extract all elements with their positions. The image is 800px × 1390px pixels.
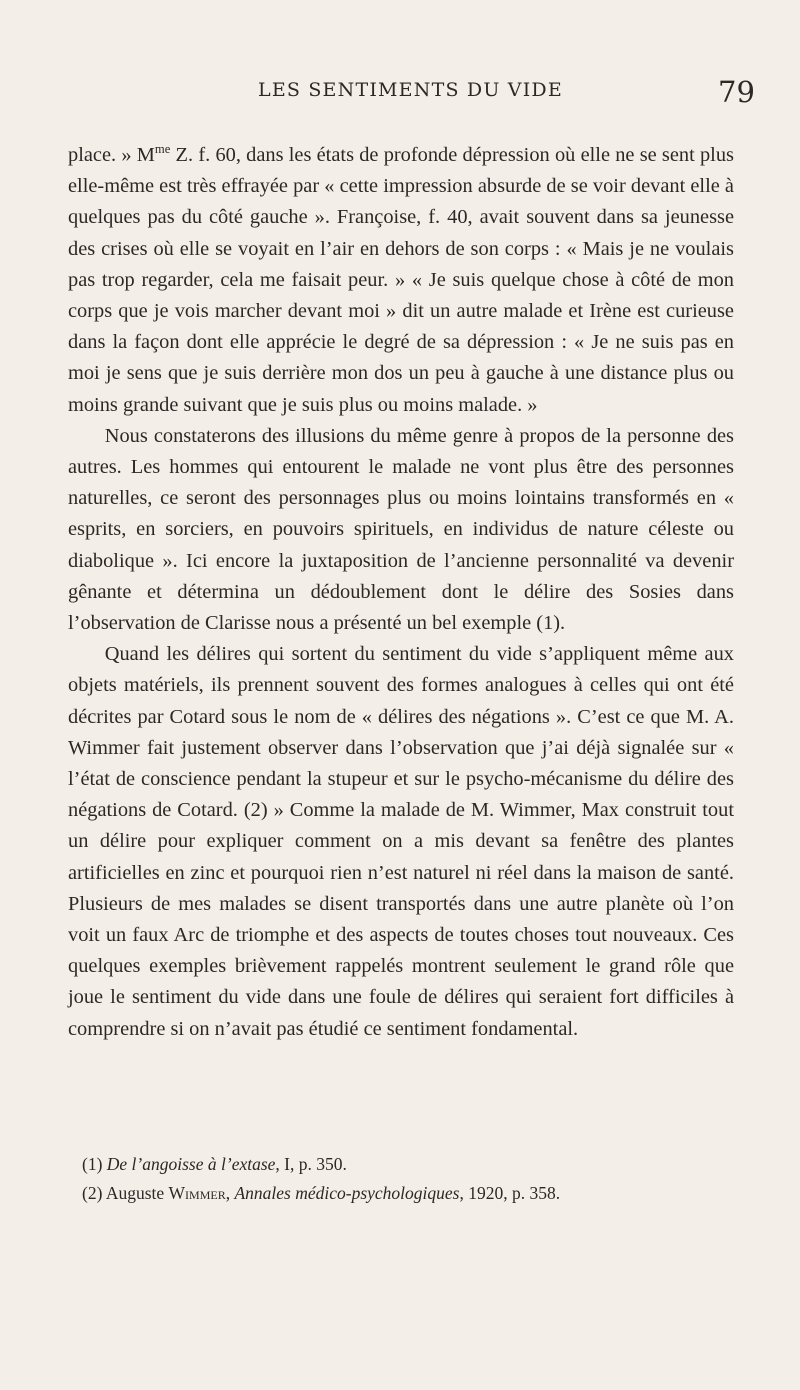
footnote-2-title: Annales médico-psychologiques [234,1183,460,1203]
footnote-2-separator: , [225,1183,235,1203]
running-header [0,75,800,115]
footnote-1-number: (1) [82,1154,107,1174]
page-number: 79 [718,75,755,109]
footnote-2 [68,1179,734,1208]
madame-superscript: me [154,142,171,157]
paragraph-1-start: place. » M [68,144,155,166]
paragraph-1 [68,140,734,421]
running-title: LES SENTIMENTS DU VIDE [258,79,563,101]
paragraph-1-rest: Z. f. 60, dans les états de profonde dépression où elle ne se sent plus elle-même est très effrayée par « cette impression absurde de se voir devant elle à quelques pas du côté gauche ». Françoise, f. 40, avait souvent dans sa jeunesse des crises où elle se voyait en l’air en dehors de son corps : « Mais je ne voulais pas trop regarder, cela me faisait peur. » « Je suis quelque chose à côté de mon corps que je vois marcher devant moi » dit un autre malade et Irène est curieuse dans la façon dont elle apprécie le degré de sa dépression : « Je ne suis pas en moi je sens que je suis derrière mon dos un peu à gauche à une distance plus ou moins grande suivant que je suis plus ou moins malade. » [68,144,734,416]
paragraph-3: Quand les délires qui sortent du sentiment du vide s’appliquent même aux objets matériels, ils prennent souvent des formes analogues à celles qui ont été décrites par Cotard sous le nom de « délires des négations ». C’est ce que M. A. Wimmer fait justement observer dans l’observation que j’ai déjà signalée sur « l’état de conscience pendant la stupeur et sur le psycho-mécanisme du délire des négations de Cotard. (2) » Comme la malade de M. Wimmer, Max construit tout un délire pour expliquer comment on a mis devant sa fenêtre des plantes artificielles en zinc et pourquoi rien n’est naturel ni réel dans la maison de santé. Plusieurs de mes malades se disent transportés dans une autre planète où l’on voit un faux Arc de triomphe et des aspects de toutes choses tout nouveaux. Ces quelques exemples brièvement rappelés montrent seulement le grand rôle que joue le sentiment du vide dans une foule de délires qui seraient fort difficiles à comprendre si on n’avait pas étudié ce sentiment fondamental. [68,643,734,1040]
footnote-2-reference: , 1920, p. 358. [459,1183,561,1203]
main-text [68,140,734,1045]
footnote-2-author-first: Auguste [105,1183,169,1203]
footnote-1 [68,1150,734,1179]
footnote-1-reference: , I, p. 350. [275,1154,347,1174]
footnotes [68,1150,734,1208]
footnote-2-author-last: Wimmer [168,1183,226,1203]
footnote-2-number: (2) [82,1183,106,1203]
paragraph-2: Nous constaterons des illusions du même genre à propos de la personne des autres. Les hommes qui entourent le malade ne vont plus être des personnes naturelles, ce seront des personnages plus ou moins lointains transformés en « esprits, en sorciers, en pouvoirs spirituels, en individus de nature céleste ou diabolique ». Ici encore la juxtaposition de l’ancienne personnalité va devenir gênante et détermina un dédoublement dont le délire des Sosies dans l’observation de Clarisse nous a présenté un bel exemple (1). [68,424,734,635]
footnote-1-title: De l’angoisse à l’extase [106,1154,276,1174]
